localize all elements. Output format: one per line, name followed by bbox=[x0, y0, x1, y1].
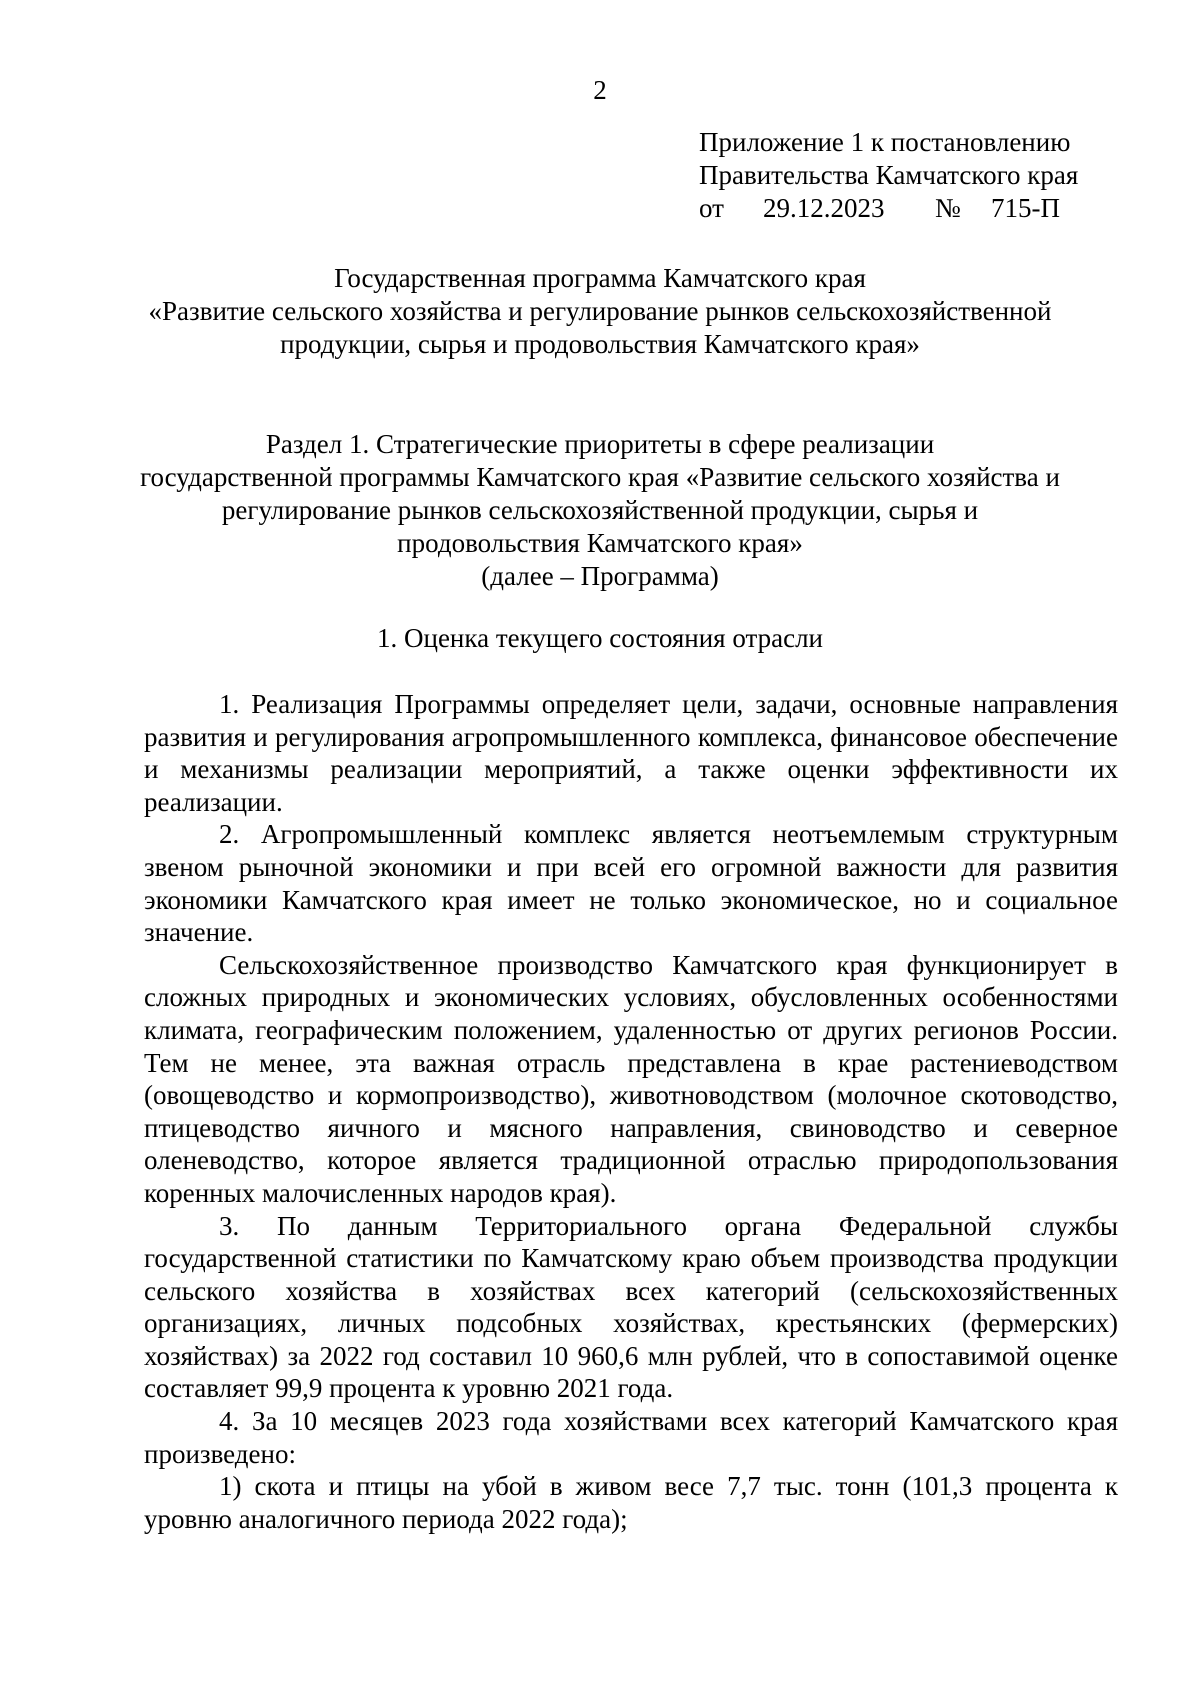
paragraph-6: 1) скота и птицы на убой в живом весе 7,7 тыс. тонн (101,3 процента к уровню аналогичного периода 2022 года); bbox=[144, 1471, 1118, 1534]
section-title bbox=[0, 428, 1200, 593]
appendix-line-2: Правительства Камчатского края bbox=[699, 160, 1079, 190]
section-title-line-1: Раздел 1. Стратегические приоритеты в сфере реализации bbox=[265, 429, 935, 459]
page-number: 2 bbox=[593, 75, 607, 105]
paragraph-1: 1. Реализация Программы определяет цели, задачи, основные направления развития и регулирования агропромышленного комплекса, финансовое обеспечение и механизмы реализации мероприятий, а также оценки эффективности их реализации. bbox=[144, 689, 1118, 817]
appendix-from-label: от bbox=[699, 193, 724, 223]
program-title-line-3: продукции, сырья и продовольствия Камчатского края» bbox=[280, 329, 920, 359]
body-text bbox=[144, 688, 1118, 1535]
appendix-number-sign: № bbox=[935, 193, 961, 223]
section-title-line-2: государственной программы Камчатского края «Развитие сельского хозяйства и bbox=[140, 462, 1060, 492]
program-title-line-1: Государственная программа Камчатского края bbox=[334, 263, 866, 293]
program-title-line-2: «Развитие сельского хозяйства и регулирование рынков сельскохозяйственной bbox=[148, 296, 1052, 326]
program-title bbox=[0, 262, 1200, 361]
appendix-header bbox=[699, 126, 1139, 225]
subsection-title: 1. Оценка текущего состояния отрасли bbox=[377, 623, 823, 653]
appendix-date: 29.12.2023 bbox=[763, 193, 885, 223]
appendix-date-row bbox=[699, 192, 1139, 225]
appendix-doc-number: 715-П bbox=[991, 193, 1060, 223]
appendix-line-1: Приложение 1 к постановлению bbox=[699, 127, 1071, 157]
paragraph-4: 3. По данным Территориального органа Федеральной службы государственной статистики по Камчатскому краю объем производства продукции сельского хозяйства в хозяйствах всех категорий (сельскохозяйственных организациях, личных подсобных хозяйствах, крестьянских (фермерских) хозяйствах) за 2022 год составил 10 960,6 млн рублей, что в сопоставимой оценке составляет 99,9 процента к уровню 2021 года. bbox=[144, 1210, 1118, 1404]
section-title-line-5: (далее – Программа) bbox=[481, 561, 719, 591]
paragraph-5: 4. За 10 месяцев 2023 года хозяйствами всех категорий Камчатского края произведено: bbox=[144, 1406, 1118, 1469]
section-title-line-3: регулирование рынков сельскохозяйственной продукции, сырья и bbox=[221, 495, 979, 525]
section-title-line-4: продовольствия Камчатского края» bbox=[397, 528, 803, 558]
paragraph-3: Сельскохозяйственное производство Камчатского края функционирует в сложных природных и экономических условиях, обусловленных особенностями климата, географическим положением, удаленностью от других регионов России. Тем не менее, эта важная отрасль представлена в крае растениеводством (овощеводство и кормопроизводство), животноводством (молочное скотоводство, птицеводство яичного и мясного направления, свиноводство и северное оленеводство, которое является традиционной отраслью природопользования коренных малочисленных народов края). bbox=[144, 949, 1118, 1208]
paragraph-2: 2. Агропромышленный комплекс является неотъемлемым структурным звеном рыночной экономики и при всей его огромной важности для развития экономики Камчатского края имеет не только экономическое, но и социальное значение. bbox=[144, 819, 1118, 948]
